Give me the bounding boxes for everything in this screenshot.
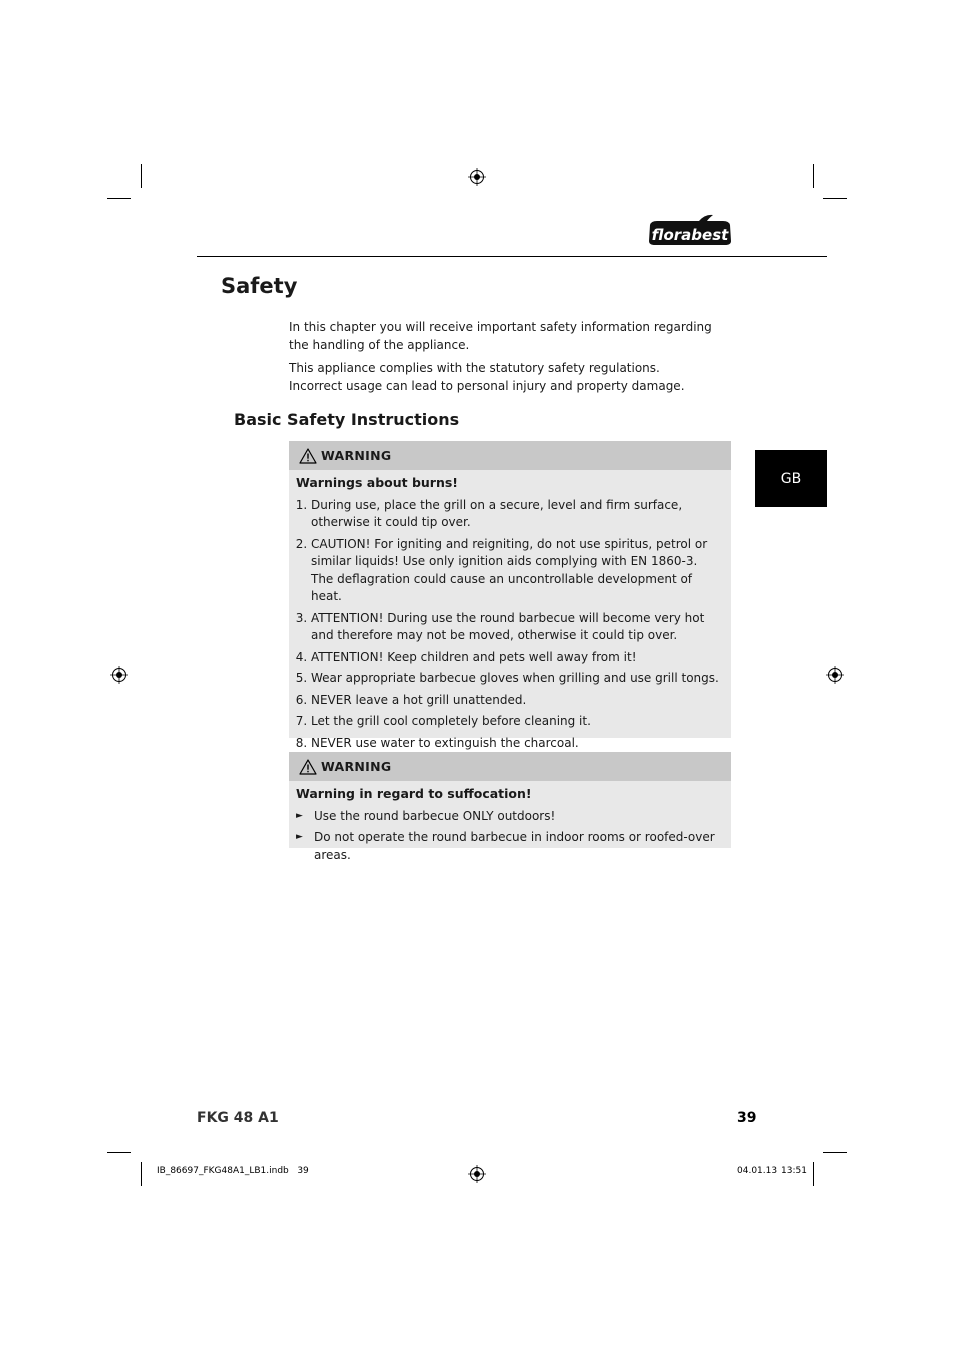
crop-mark-bottom-left-h [107,1152,131,1153]
registration-mark-top-icon [468,168,486,186]
list-item-text: Use the round barbecue ONLY outdoors! [314,808,556,823]
list-item: 5. Wear appropriate barbecue gloves when grilling and use grill tongs. [311,670,723,688]
warning-label: WARNING [321,448,392,463]
list-item: 1. During use, place the grill on a secure, level and firm surface, otherwise it could tip over. [311,497,723,532]
language-tab [755,450,827,507]
warning-body [289,470,731,760]
list-item [296,808,723,826]
warning-triangle-icon [299,759,317,775]
page-title: Safety [221,274,298,298]
list-item-text: Do not operate the round barbecue in indoor rooms or roofed-over areas. [314,830,715,862]
list-item: 4. ATTENTION! Keep children and pets well away from it! [311,649,723,667]
crop-mark-bottom-right-v [813,1162,814,1186]
warning-label: WARNING [321,759,392,774]
warning-triangle-icon [299,448,317,464]
warning-subtitle: Warning in regard to suffocation! [296,786,532,801]
list-item: 7. Let the grill cool completely before cleaning it. [311,713,723,731]
section-title: Basic Safety Instructions [234,410,460,429]
suffocation-instruction-list [296,808,723,865]
crop-mark-top-right-v [813,164,814,188]
list-item: 3. ATTENTION! During use the round barbecue will become very hot and therefore may not be moved, otherwise it could tip over. [311,610,723,645]
crop-mark-top-left-v [141,164,142,188]
list-item [296,829,723,864]
footer-model: FKG 48 A1 [197,1110,279,1126]
list-item: 6. NEVER leave a hot grill unattended. [311,692,723,710]
header-rule [197,256,827,257]
registration-mark-right-icon [826,666,844,684]
warning-subtitle: Warnings about burns! [296,475,459,490]
crop-mark-bottom-right-h [823,1152,847,1153]
registration-mark-bottom-icon [468,1165,486,1183]
bullet-arrow-icon: ► [296,832,303,842]
burns-instruction-list [296,497,723,753]
intro-text [289,319,734,401]
warning-box-suffocation [289,752,731,862]
intro-paragraph-2: This appliance complies with the statutory safety regulations. Incorrect usage can lead to personal injury and property damage. [289,361,685,393]
registration-mark-left-icon [110,666,128,684]
warning-header [289,441,731,470]
bullet-arrow-icon: ► [296,810,303,821]
intro-paragraph-1: In this chapter you will receive important safety information regarding the handling of the appliance. [289,320,712,352]
crop-mark-top-right-h [823,198,847,199]
florabest-logo [647,213,733,247]
crop-mark-top-left-h [107,198,131,199]
list-item: 8. NEVER use water to extinguish the charcoal. [311,735,723,753]
logo-text: florabest [651,226,729,244]
print-slug-date: 04.01.13 [737,1166,778,1176]
warning-header [289,752,731,781]
crop-mark-bottom-left-v [141,1162,142,1186]
page-number: 39 [737,1110,757,1126]
language-tab-label: GB [780,470,802,487]
print-slug-time: 13:51 [781,1166,807,1176]
warning-box-burns [289,441,731,750]
warning-body [289,781,731,872]
print-slug-file: IB_86697_FKG48A1_LB1.indb 39 [157,1166,309,1176]
list-item: 2. CAUTION! For igniting and reigniting, do not use spiritus, petrol or similar liquids! Use only ignition aids complying with EN 1860-3. The deflagration could cause an uncontrollable development of heat. [311,536,723,606]
